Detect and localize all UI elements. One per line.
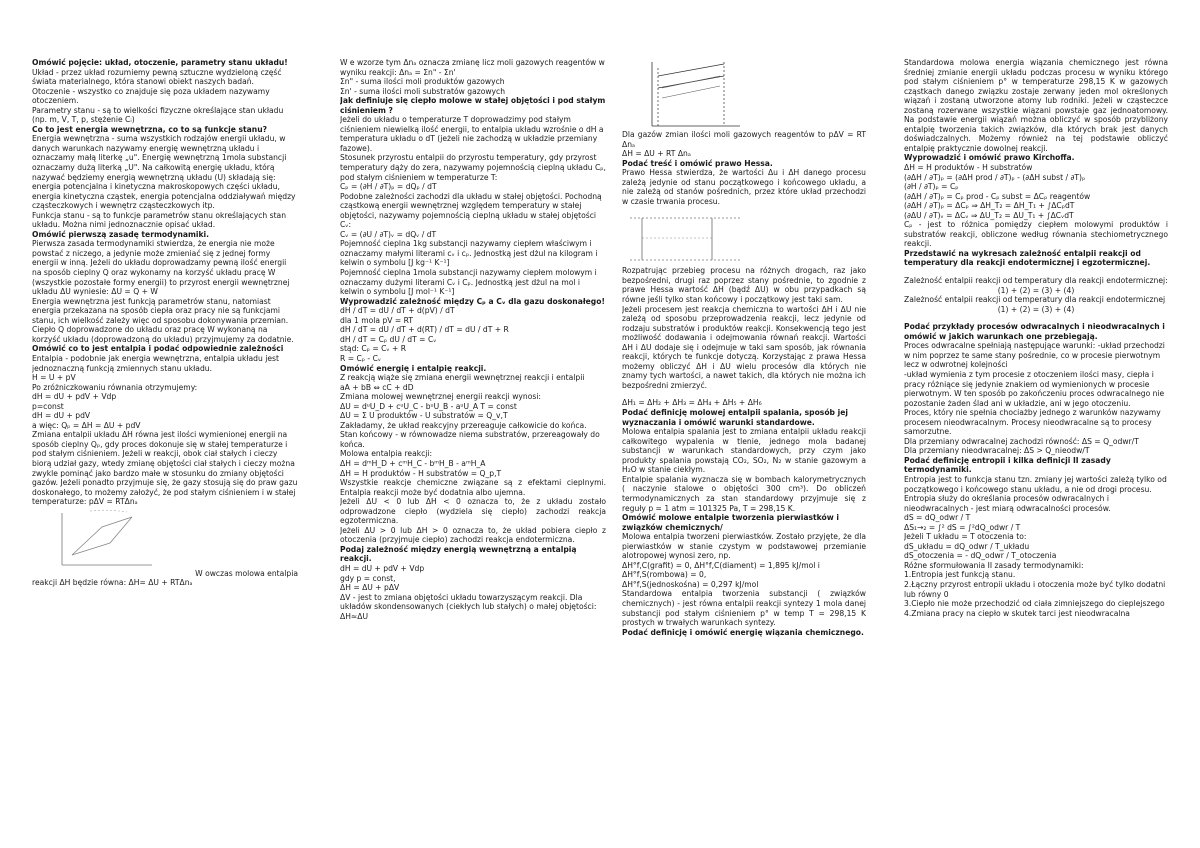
formula: dS = dQ_odwr / T — [904, 513, 971, 523]
paragraph: Parametry stanu - są to wielkości fizyczne określające stan układu (np. m, V, T, p, stężenie Cᵢ) — [32, 105, 284, 125]
formula: dS_układu = dQ_odwr / T_układu — [904, 541, 1030, 551]
formula: dH = dU + pdV + Vdp — [340, 563, 425, 573]
paragraph: Σn" - suma ilości moli produktów gazowych — [340, 77, 505, 87]
paragraph: Z reakcją wiąże się zmiana energii wewnętrznej reakcji i entalpii — [340, 373, 585, 383]
paragraph: Jeżeli do układu o temperaturze T doprowadzimy pod stałym ciśnieniem niewielką ilość energii, to entalpia układu wzrośnie o dH a temperatura układu o dT (jeżeli nie zachodzą w układzie przemiany fazowe). — [340, 115, 604, 153]
paragraph: Energia wewnętrzna jest funkcją parametrów stanu, natomiast energia przekazana na sposób ciepła oraz pracy nie są funkcjami stanu, ich wielkość zależy więc od sposobu dokonywania przemian. Ciepło Q doprowadzone do układu oraz pracę W wykonaną na korzyść układu (doprowadzoną do układu) przyjmujemy za dodatnie. — [32, 296, 294, 344]
heading-internal-energy: Co to jest energia wewnętrzna, co to są funkcje stanu? — [32, 124, 268, 134]
formula: R = Cₚ - Cᵥ — [340, 353, 382, 363]
paragraph: Proces, który nie spełnia chociażby jednego z warunków nazywamy procesem nieodwracalnym. Procesy nieodwracalne są to procesy samorzutne. — [904, 408, 1161, 437]
formula: (1) + (2) = (3) + (4) — [997, 285, 1075, 295]
heading-combustion-enthalpy: Podać definicję molowej entalpii spalania, sposób jej wyznaczania i omówić warunki standardowe. — [622, 408, 848, 427]
formula: dH = dU + pdV + Vdp — [32, 392, 117, 402]
paragraph: Zakładamy, że układ reakcyjny przereaguje całkowicie do końca. Stan końcowy - w równowadze niema substratów, przereagowały do końca. — [340, 420, 600, 449]
heading-bond-energy: Podać definicję i omówić energię wiązania chemicznego. — [622, 627, 864, 637]
paragraph: Zmiana entalpii układu ΔH równa jest ilości wymienionej energii na sposób cieplny Qₚ, gdy proces dokonuje się w stałej temperaturze i pod stałym ciśnieniem. Jeżeli w reakcji, obok ciał stałych i cieczy biorą udział gazy, wtedy zmianę objętości ciał stałych i cieczy można zwykle pominąć jako bardzo małe w stosunku do zmiany objętości gazów. Jeżeli ponadto przyjmuje się, że gazy stosują się do praw gazu doskonałego, to możemy założyć, że pod stałym ciśnieniem i w stałej temperaturze: pΔV = RTΔnₐ — [32, 430, 298, 507]
paragraph: Entalpia - podobnie jak energia wewnętrzna, entalpia układu jest jednoznaczną funkcją zmiennych stanu układu. — [32, 353, 279, 373]
formula: Dla przemiany nieodwracalnej: ΔS > Q_nieodw/T — [904, 446, 1090, 456]
heading-enthalpy-temperature: Przedstawić na wykresach zależność entalpii reakcji od temperatury dla reakcji endotermicznej i egzotermicznej. — [904, 248, 1151, 268]
paragraph: Standardowa entalpia tworzenia substancji ( związków chemicznych) - jest równa entalpii reakcji syntezy 1 mola danej substancji pod stałym ciśnieniem p° w temp T = 298,15 K prostych w trwałych warunkach syntezy. — [622, 589, 866, 628]
formula: Cₚ = (∂H / ∂T)ₚ = dQₚ / dT — [340, 182, 437, 192]
formula: ΔH°f,C(grafit) = 0, ΔH°f,C(diament) = 1,895 kJ/mol i — [622, 560, 820, 570]
list-item: 3.Ciepło nie może przechodzić od ciała zimniejszego do cieplejszego — [904, 599, 1165, 609]
formula: dH / dT = dU / dT + d(RT) / dT = dU / dT + R — [340, 325, 509, 335]
formula: (∂H / ∂T)ₚ = Cₚ — [904, 182, 959, 192]
paragraph: Otoczenie - wszystko co znajduje się poza układem nazywamy otoczeniem. — [32, 86, 270, 106]
formula: reakcji ΔH będzie równa: ΔH= ΔU + RTΔnₐ — [32, 578, 193, 588]
paragraph: Σn' - suma ilości moli substratów gazowych — [340, 86, 506, 96]
formula: dla 1 mola pV = RT — [340, 315, 414, 325]
formula: ΔU = Σ U produktów - U substratów = Q_v,T — [340, 411, 508, 421]
formula: (∂ΔH / ∂T)ₚ = Cₚ prod - Cₚ subst = ΔCₚ reagentów — [904, 191, 1091, 201]
paragraph: Wszystkie reakcje chemiczne związane są z efektami cieplnymi. Entalpia reakcji może być dodatnia albo ujemna. — [340, 478, 606, 497]
paragraph: Entropia jest to funkcja stanu tzn. zmiany jej wartości zależą tylko od początkowego i końcowego stanu układu, a nie od drogi procesu. Entropia służy do określania procesów odwracalnych i nieodwracalnych - jest miarą odwracalności procesów. — [904, 474, 1167, 513]
heading-kirchhoff-law: Wyprowadzić i omówić prawo Kirchoffa. — [904, 153, 1075, 163]
formula: (∂ΔU / ∂T)ᵥ = ΔCᵥ ⇒ ΔU_T₂ = ΔU_T₁ + ∫ΔCᵥdT — [904, 210, 1074, 220]
paragraph: Standardowa molowa energia wiązania chemicznego jest równa średniej zmianie energii układu podczas procesu w wyniku którego pod stałym ciśnieniem p° w temperaturze 298,15 K w gazowych cząstkach danego związku zostaje zerwany jeden mol określonych wiązań i zostaną utworzone atomy lub rodniki. Jeżeli w cząsteczce zostaną rozerwane wszystkie wiązani powstaje gaz jednoatomowy. Na podstawie energii wiązań można obliczyć w sposób przybliżony entalpię tworzenia takich związków, dla których brak jest danych doświadczalnych. Możemy również na tej podstawie obliczyć entalpię praktycznie dowolnej reakcji. — [904, 58, 1168, 153]
column-2 — [340, 58, 606, 846]
paragraph: Pojemność cieplna 1kg substancji nazywamy ciepłem właściwym i oznaczamy małymi literami cᵥ i cₚ. Jednostką jest dżul na kilogram i kelwin o symbolu [J kg⁻¹ K⁻¹] — [340, 239, 598, 268]
formula: H = U + pV — [32, 373, 76, 383]
heading-reaction-energy: Omówić energię i entalpię reakcji. — [340, 363, 487, 373]
paragraph: Molowa entalpia reakcji: — [340, 449, 433, 459]
formula: a więc: Qₚ = ΔH = ΔU + pdV — [32, 420, 141, 430]
formula: (1) + (2) = (3) + (4) — [997, 304, 1075, 314]
heading-formation-enthalpy: Omówić molowe entalpie tworzenia pierwiastków i związków chemicznych/ — [622, 513, 839, 532]
formula: ΔH°f,S(rombowa) = 0, — [622, 570, 707, 580]
sketch-diagram-2 — [622, 58, 772, 130]
paragraph: Rozpatrując przebieg procesu na różnych drogach, raz jako bezpośredni, drugi raz poprzez stany pośrednie, to zgodnie z prawe Hessa wartość ΔH (bądź ΔU) w obu przypadkach są równe jeśli tylko stan końcowy i początkowy jest taki sam. — [622, 266, 866, 305]
paragraph: Molowa entalpia tworzeni pierwiastków. Zostało przyjęte, że dla pierwiastków w stanie czystym w podstawowej przemianie alotropowej wynosi zero, np. — [622, 532, 866, 561]
formula: Jeżeli T układu = T otoczenia to: — [904, 532, 1027, 542]
formula: aA + bB ⇔ cC + dD — [340, 382, 414, 392]
paragraph: Molowa entalpia spalania jest to zmiana entalpii układu reakcji całkowitego wypalenia w tlenie, jednego mola badanej substancji w warunkach standardowych, przy czym jako produkty spalania powstają CO₂, SO₂, N₂ w stanie gazowym a H₂O w stanie ciekłym. — [622, 427, 866, 475]
paragraph: Jeżeli procesem jest reakcja chemiczna to wartości ΔH i ΔU nie zależą od sposobu przeprowadzenia reakcji, lecz jedynie od rodzaju substratów i produktów reakcji. Konsekwencją tego jest możliwość dodawania i odejmowania równań reakcji. Wartości ΔH i ΔU dodaje się i odejmuje w taki sam sposób, jak równania reakcji, których te funkcje dotyczą. Korzystając z prawa Hessa możemy obliczyć ΔH i ΔU wielu procesów dla których nie znamy tych wartości, a nawet takich, dla których nie można ich bezpośredni zmierzyć. — [622, 304, 866, 390]
column-3 — [622, 58, 866, 846]
paragraph: Zależność entalpii reakcji od temperatury dla reakcji endotermicznej: — [904, 276, 1168, 286]
formula: ΔH = H produktów - H substratów — [904, 163, 1033, 173]
spacer — [622, 390, 866, 398]
heading-hess-law: Podać treść i omówić prawo Hessa. — [622, 158, 773, 168]
list-item: 4.Zmiana pracy na ciepło w skutek tarci jest nieodwracalna — [904, 608, 1130, 618]
formula: ΔH = dᵐH_D + cᵐH_C - bᵐH_B - aᵐH_A — [340, 458, 486, 468]
caption-molar-enthalpy: W owczas molowa entalpia — [195, 568, 298, 578]
formula: dS_otoczenia = - dQ_odwr / T_otoczenia — [904, 551, 1057, 561]
sketch-diagram-3 — [622, 206, 752, 266]
formula: Dla przemiany odwracalnej zachodzi równość: ΔS = Q_odwr/T — [904, 436, 1139, 446]
heading-energy-enthalpy-relation: Podaj zależność między energią wewnętrzną a entalpią reakcji. — [340, 544, 577, 564]
paragraph: Prawo Hessa stwierdza, że wartości Δu i ΔH danego procesu zależą jedynie od stanu początkowego i końcowego układu, a nie zależą od stanów pośrednich, przez które układ przechodzi w czasie trwania procesu. — [622, 168, 866, 206]
heading-cp-cv: Wyprowadzić zależność między Cₚ a Cᵥ dla gazu doskonałego! — [340, 296, 605, 306]
paragraph: Proces odwracalne spełniają następujące warunki: -układ przechodzi w nim poprzez te same stany pośrednie, co w procesie pierwotnym lecz w odwrotnej kolejności — [904, 341, 1165, 370]
list-item: 1.Entropia jest funkcją stanu. — [904, 570, 1016, 580]
paragraph: Zależność entalpii reakcji od temperatury dla reakcji endotermicznej — [904, 295, 1166, 305]
paragraph: Dla gazów zmian ilości moli gazowych reagentów to pΔV = RT Δnₐ — [622, 130, 866, 149]
formula: Cᵥ = (∂U / ∂T)ᵥ = dQᵥ / dT — [340, 229, 437, 239]
paragraph: Energia wewnętrzna - suma wszystkich rodzajów energii układu, w danych warunkach nazywamy energię wewnętrzną układu i oznaczamy małą literkę „u". Energię wewnętrzną 1mola substancji oznaczamy dużą literką „U". Na całkowitą energię układu, którą nazywać będziemy energią wewnętrzną układu (U) składają się: energia potencjalna i kinetyczna makroskopowych części układu, energia kinetyczna cząstek, energia potencjalna oddziaływań między cząsteczkowych i wewnętrz cząsteczkowych itp. — [32, 134, 296, 211]
paragraph: Układ - przez układ rozumiemy pewną sztuczne wydzieloną część świata materialnego, która stanowi obiekt naszych badań. — [32, 67, 282, 87]
figure-top — [622, 58, 866, 130]
formula: gdy p = const, — [340, 573, 396, 583]
formula: (∂ΔH / ∂T)ₚ = ΔCₚ ⇒ ΔH_T₂ = ΔH_T₁ + ∫ΔCₚdT — [904, 201, 1075, 211]
paragraph: W e wzorze tym Δnₐ oznacza zmianę licz moli gazowych reagentów w wyniku reakcji: Δnₐ = Σn" - Σn' — [340, 58, 605, 77]
formula: ΔH = H produktów - H substratów = Q_p,T — [340, 468, 502, 478]
paragraph: Cₚ - jest to różnica pomiędzy ciepłem molowymi produktów i substratów reakcji, obliczone według równania stechiometrycznego reakcji. — [904, 220, 1168, 249]
formula: ΔH°f,S(jednoskośna) = 0,297 kJ/mol — [622, 579, 759, 589]
column-1 — [32, 58, 298, 846]
formula: dH / dT = dU / dT + d(pV) / dT — [340, 306, 455, 316]
formula: ΔH = ΔU + RT Δnₐ — [622, 149, 691, 159]
formula: ΔU = dᵘU_D + cᵘU_C - bᵘU_B - aᵘU_A T = const — [340, 401, 517, 411]
paragraph: Entalpie spalania wyznacza się w bombach kalorymetrycznych ( naczynie stalowe o objętości 300 cm³). Do obliczeń termodynamicznych za stan standardowy przyjmuje się z reguły p = 1 atm = 101325 Pa, T = 298,15 K. — [622, 474, 866, 513]
list-item: 2.Łączny przyrost entropii układu i otoczenia może być tylko dodatni lub równy 0 — [904, 579, 1166, 599]
paragraph: Stosunek przyrostu entalpii do przyrostu temperatury, gdy przyrost temperatury dąży do zera, nazywamy pojemnością cieplną układu Cₚ, pod stałym ciśnieniem w temperaturze T: — [340, 153, 606, 182]
heading-system-definitions: Omówić pojęcie: układ, otoczenie, parametry stanu układu! — [32, 58, 288, 67]
paragraph: Jeżeli ΔU > 0 lub ΔH > 0 oznacza to, że układ pobiera ciepło z otoczenia (przyjmuje ciepło) zachodzi reakcja endotermiczna. — [340, 525, 606, 545]
paragraph: Pojemność cieplna 1mola substancji nazywamy ciepłem molowym i oznaczamy dużymi literami Cᵥ i Cₚ. Jednostką jest dżul na mol i kelwin o symbolu [J mol⁻¹ K⁻¹] — [340, 268, 597, 297]
sketch-diagram-1 — [32, 507, 182, 569]
paragraph: Po zróżniczkowaniu równania otrzymujemy: — [32, 382, 198, 392]
paragraph: Podobne zależności zachodzi dla układu w stałej objętości. Pochodną cząstkową energii wewnętrznej względem temperatury w stałej objętości, nazywamy pojemnością cieplną układu w stałej objętości Cᵥ: — [340, 191, 602, 230]
paragraph: Zmiana molowej wewnętrznej energii reakcji wynosi: — [340, 392, 541, 402]
paragraph: Jeżeli ΔU < 0 lub ΔH < 0 oznacza to, że z układu zostało odprowadzone ciepło (wydziela się ciepło) zachodzi reakcja egzotermiczna. — [340, 497, 606, 526]
formula: dH / dT = Cₚ dU / dT = Cᵥ — [340, 334, 437, 344]
heading-entropy: Podać definicję entropii i kilka definicji II zasady termodynamiki. — [904, 455, 1111, 475]
formula: stąd: Cₚ = Cᵥ + R — [340, 344, 407, 354]
formula: ΔS₁→₂ = ∫² dS = ∫²dQ_odwr / T — [904, 522, 1021, 532]
heading-first-law: Omówić pierwszą zasadę termodynamiki. — [32, 229, 210, 239]
formula: ΔH₁ = ΔH₂ + ΔH₃ = ΔH₄ + ΔH₅ + ΔH₆ — [622, 398, 762, 408]
heading-reversible-processes: Podać przykłady procesów odwracalnych i nieodwracalnych i omówić w jakich warunkach one przebiegają. — [904, 322, 1165, 341]
paragraph: -układ wymienia z tym procesie z otoczeniem ilości masy, ciepła i pracy różniące się jedynie znakiem od wymienionych w procesie pierwotnym. W ten sposób po zakończeniu proces odwracalnego nie pozostanie żaden ślad ani w układzie, ani w jego otoczeniu. — [904, 369, 1165, 408]
paragraph: ΔV - jest to zmiana objętości układu towarzyszącym reakcji. Dla układów skondensowanych (ciekłych lub stałych) o małej objętości: ΔH≈ΔU — [340, 592, 597, 621]
spacer — [904, 314, 1168, 322]
formula: p=const — [32, 401, 64, 411]
spacer — [904, 268, 1168, 276]
paragraph: Pierwsza zasada termodynamiki stwierdza, że energia nie może powstać z niczego, a jedynie może zmieniać się z jednej formy energii w inną. Jeżeli do układu doprowadzamy pewną ilość energii na sposób cieplny Q oraz wykonamy na korzyść układu pracę W (wszystkie pozostałe formy energii) to przyrost energii wewnętrznej układu ΔU wyniesie: ΔU = Q + W — [32, 239, 290, 297]
column-4 — [904, 58, 1168, 846]
figure-sketch-left — [32, 507, 298, 569]
paragraph: Funkcja stanu - są to funkcje parametrów stanu określających stan układu. Można nimi jednoznacznie opisać układ. — [32, 210, 287, 230]
formula: (∂ΔH / ∂T)ₚ = (∂ΔH prod / ∂T)ₚ - (∂ΔH subst / ∂T)ₚ — [904, 172, 1086, 182]
heading-heat-capacity: Jak definiuje się ciepło molowe w stałej objętości i pod stałym ciśnieniem ? — [340, 96, 606, 115]
formula: ΔH = ΔU + pΔV — [340, 583, 400, 593]
heading-enthalpy: Omówić co to jest entalpia i podać odpowiednie zależności — [32, 344, 284, 354]
paragraph: Różne sformułowania II zasady termodynamiki: — [904, 560, 1084, 570]
formula: dH = dU + pdV — [32, 411, 91, 421]
figure-hess — [622, 206, 866, 266]
